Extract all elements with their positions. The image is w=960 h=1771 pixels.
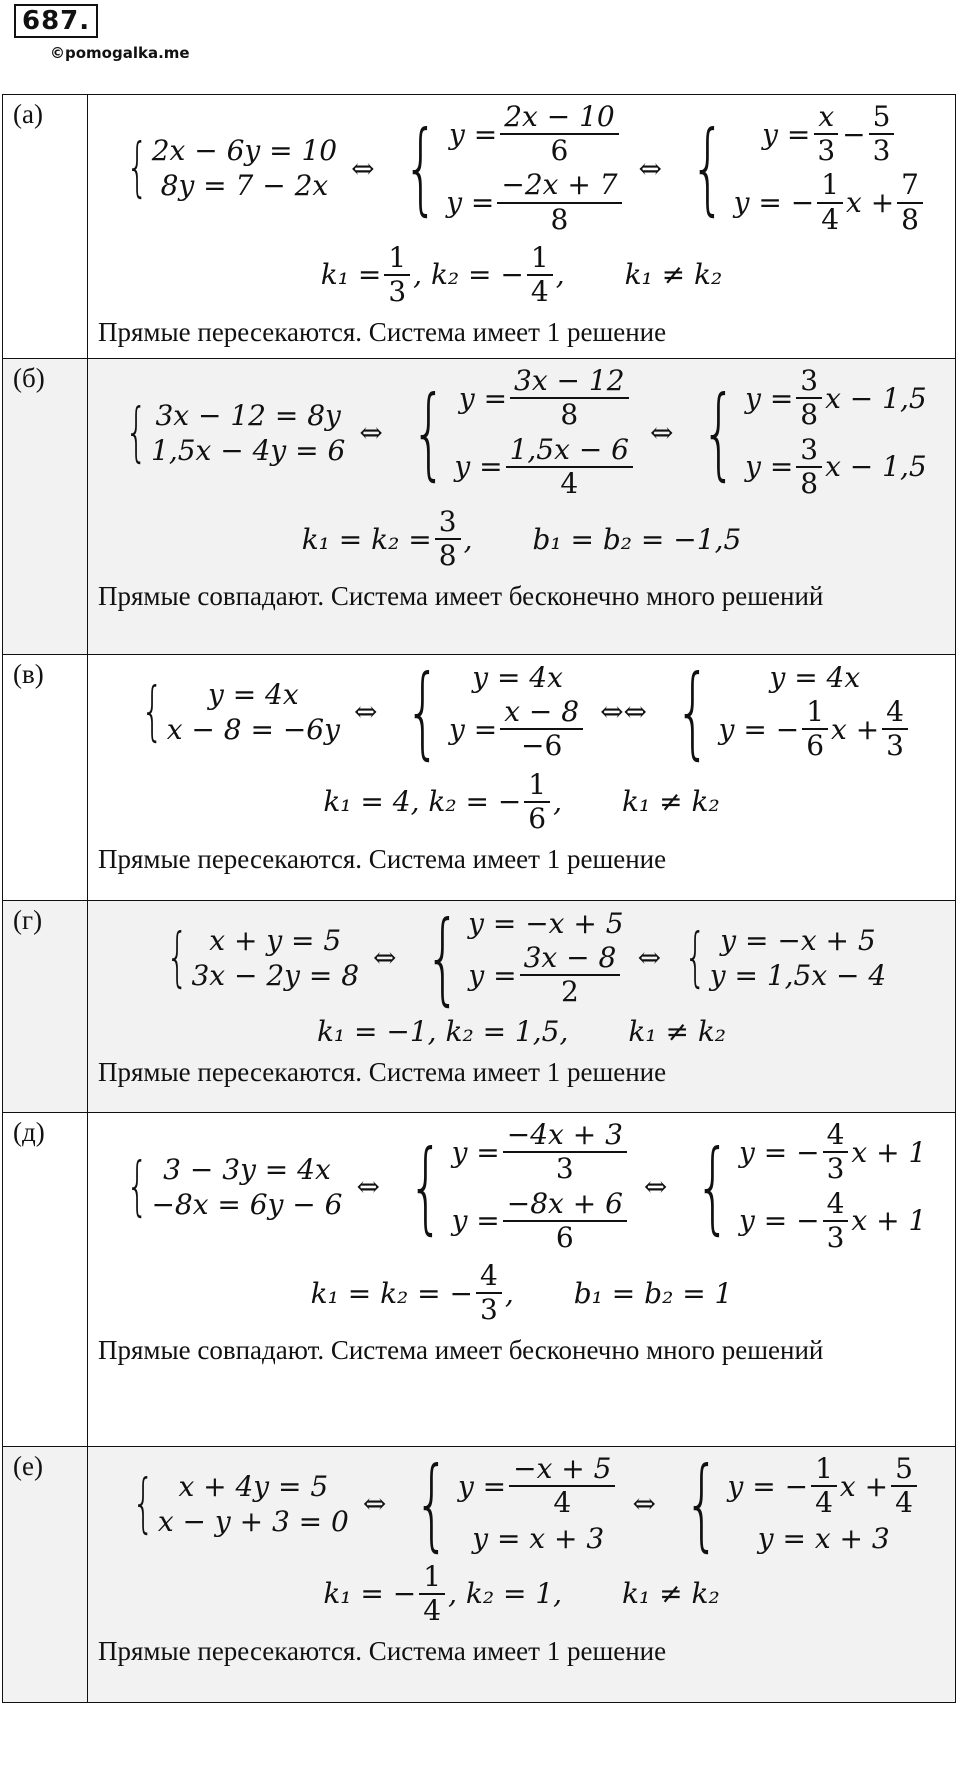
row-e	[3, 1447, 956, 1703]
row-b	[3, 359, 956, 655]
header	[14, 4, 98, 38]
equation-chain: { 3x − 12 = 8y 1,5x − 4y = 6 ⇔ { y = $\frac{3x - 12}{8}$ y = $\frac{1,5x - 6}{4}$ ⇔ { y = $\frac{3}{8}$ x − 1,5 y = $\frac{3}{8}$ x − 1,5	[125, 364, 927, 500]
conclusion: Прямые пересекаются. Система имеет 1 решение	[98, 1635, 667, 1666]
slope-comparison: k₁ = 4, k₂ = − $\frac{1}{6}$ , k₁ ≠ k₂	[323, 767, 720, 835]
slope-comparison: k₁ = k₂ = $\frac{3}{8}$ , b₁ = b₂ = −1,5	[301, 504, 742, 573]
credit: ©pomogalka.me	[50, 44, 190, 62]
row-label: (б)	[3, 359, 88, 655]
slope-comparison: k₁ = $\frac{1}{3}$ , k₂ = − $\frac{1}{4}$ , k₁ ≠ k₂	[320, 240, 723, 308]
row-label: (д)	[3, 1113, 88, 1447]
row-d	[3, 1113, 956, 1447]
row-label: (а)	[3, 95, 88, 359]
conclusion: Прямые пересекаются. Система имеет 1 решение	[98, 1056, 667, 1087]
equation-chain: { 3 − 3y = 4x −8x = 6y − 6 ⇔ { y = $\frac{-4x + 3}{3}$ y = $\frac{-8x + 6}{6}$ ⇔ { y = − $\frac{4}{3}$ x + 1 y = − $\frac{4}{3}$ x + 1	[125, 1118, 927, 1254]
conclusion: Прямые пересекаются. Система имеет 1 решение	[98, 317, 667, 348]
row-g	[3, 901, 956, 1113]
slope-comparison: k₁ = − $\frac{1}{4}$ , k₂ = 1, k₁ ≠ k₂	[323, 1559, 720, 1627]
equation-chain: { x + y = 5 3x − 2y = 8 ⇔ { y = −x + 5 y = $\frac{3x - 8}{2}$ ⇔ { y = −x + 5 y = 1,5x − 4	[165, 898, 887, 1016]
row-a	[3, 95, 956, 359]
equation-chain: { 2x − 6y = 10 8y = 7 − 2x ⇔ { y = $\frac{2x - 10}{6}$ y = $\frac{-2x + 7}{8}$ ⇔ { y = $\frac{x}{3}$ − $\frac{5}{3}$ y = − $\frac{1}{4}$ x + $\frac{7}{8}$	[88, 95, 955, 236]
slope-comparison: k₁ = k₂ = − $\frac{4}{3}$ , b₁ = b₂ = 1	[310, 1258, 733, 1327]
solution-table	[2, 94, 956, 1703]
conclusion: Прямые пересекаются. Система имеет 1 решение	[98, 843, 667, 874]
row-label: (е)	[3, 1447, 88, 1703]
conclusion: Прямые совпадают. Система имеет бесконечно много решений	[98, 1335, 824, 1366]
equation-chain: { y = 4x x − 8 = −6y ⇔ { y = 4x y = $\frac{x - 8}{-6}$ ⇔⇔ { y = 4x y = − $\frac{1}{6}$ x + $\frac{4}{3}$	[88, 655, 955, 762]
exercise-number: 687.	[14, 4, 98, 38]
conclusion: Прямые совпадают. Система имеет бесконечно много решений	[98, 581, 824, 612]
slope-comparison: k₁ = −1, k₂ = 1,5, k₁ ≠ k₂	[316, 1014, 727, 1048]
equation-chain: { x + 4y = 5 x − y + 3 = 0 ⇔ { y = $\frac{-x + 5}{4}$ y = x + 3 ⇔ { y = − $\frac{1}{4}$ x + $\frac{5}{4}$ y = x + 3	[88, 1447, 955, 1554]
row-label: (в)	[3, 655, 88, 901]
row-v	[3, 655, 956, 901]
row-label: (г)	[3, 901, 88, 1113]
